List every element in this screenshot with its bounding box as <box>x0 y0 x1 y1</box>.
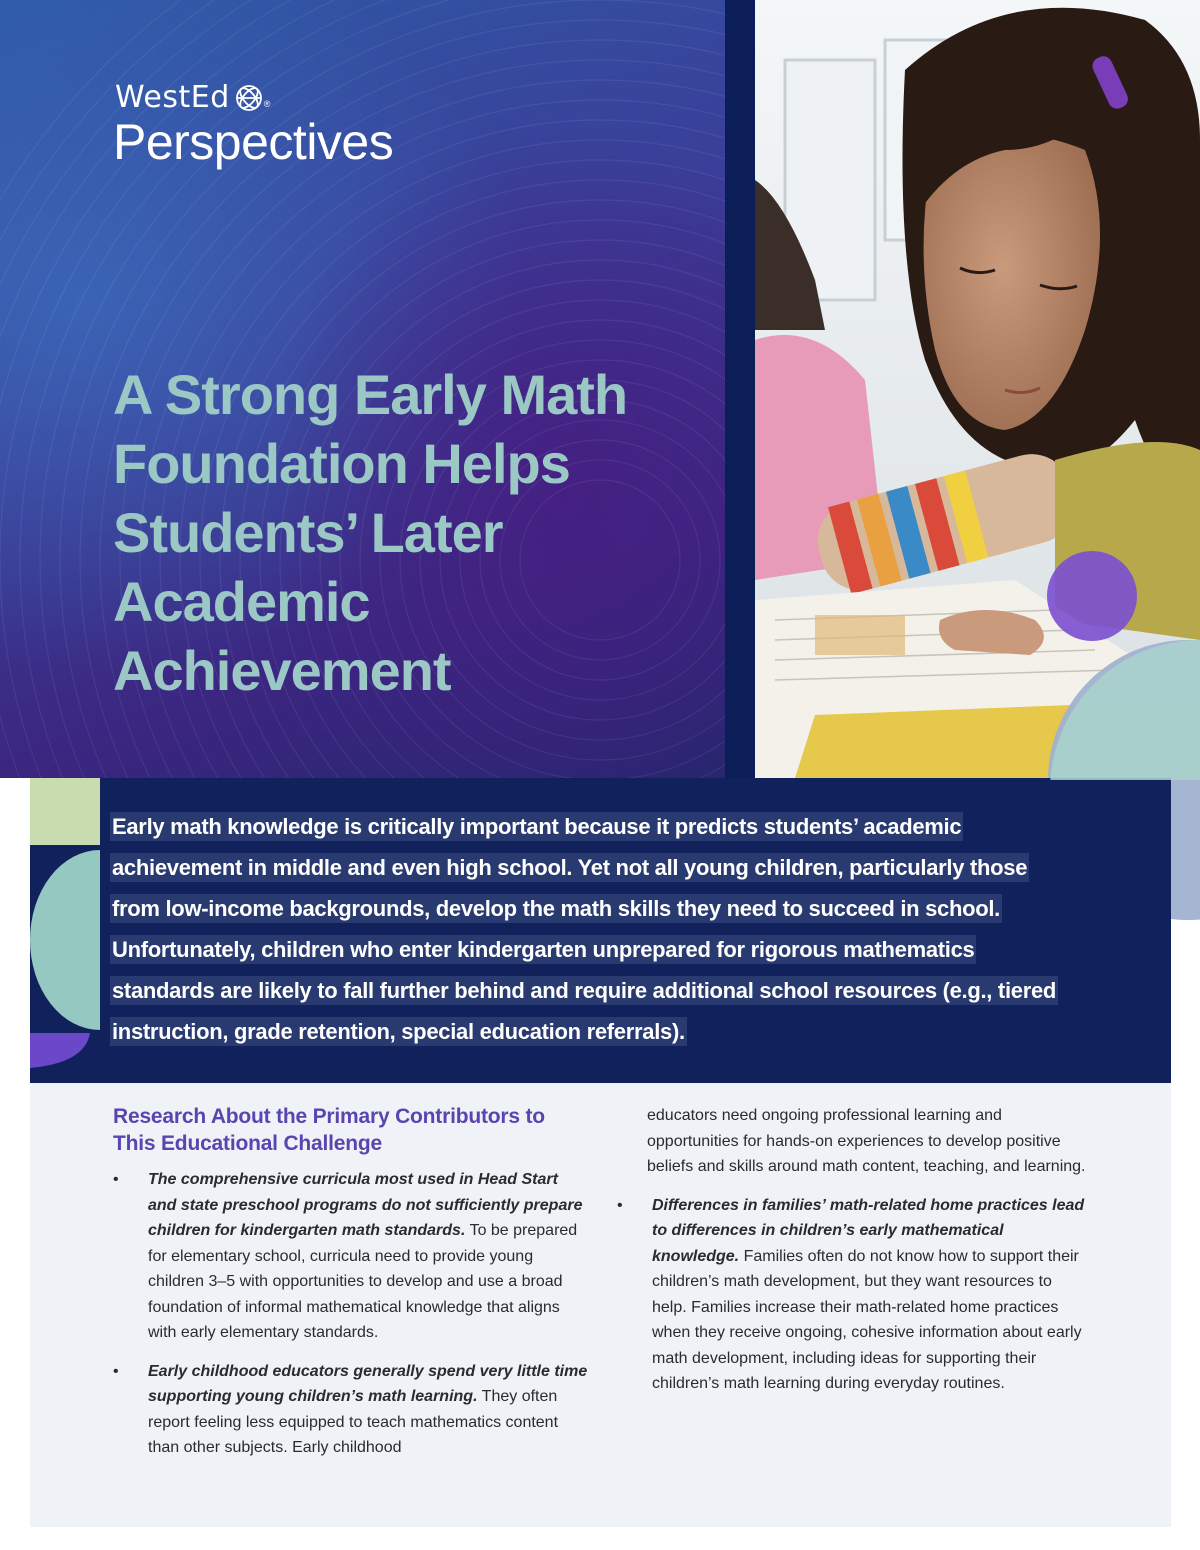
bullet-lead: The comprehensive curricula most used in Head Start and state preschool programs do not sufficiently prepare children for kindergarten math standards. <box>148 1171 583 1239</box>
bullet-body: Families often do not know how to support their children’s math development, but they want resources to help. Families increase their math-related home practices when they receive ongoing, cohesive information about early math development, including ideas for supporting their children’s math learning during everyday routines. <box>652 1247 1082 1392</box>
photo-divider <box>725 0 755 778</box>
bullet-marker: • <box>617 1196 623 1214</box>
bullet-marker: • <box>113 1362 119 1380</box>
section-heading: Research About the Primary Contributors to This Educational Challenge <box>113 1105 545 1155</box>
decorative-wedge <box>30 1033 90 1068</box>
registered-mark: ® <box>263 99 271 109</box>
series-name: Perspectives <box>113 114 394 170</box>
hero-banner <box>0 0 725 778</box>
bullet-body: They often report feeling less equipped to teach mathematics content than other subjects. Early childhood <box>148 1388 559 1456</box>
research-bullets <box>113 1167 588 1461</box>
decorative-half-circle <box>30 850 100 1030</box>
research-bullets-continued <box>617 1193 1087 1397</box>
brand-name: WestEd <box>115 80 230 115</box>
bullet-marker: • <box>113 1171 119 1188</box>
right-column <box>617 1103 1087 1410</box>
bullet-continuation: educators need ongoing professional learning and opportunities for hands-on experiences to develop positive beliefs and skills around math content, teaching, and learning. <box>647 1107 1086 1175</box>
intro-summary <box>110 806 1070 1052</box>
globe-icon <box>234 83 264 113</box>
page-title: A Strong Early Math Foundation Helps Students’ Later Academic Achievement <box>113 363 628 702</box>
bullet-lead: Differences in families’ math-related home practices lead to differences in children’s early mathematical knowledge. <box>652 1196 1085 1265</box>
bullet-body: To be prepared for elementary school, curricula need to provide young children 3–5 with opportunities to develop and use a broad foundation of informal mathematical knowledge that aligns with early elementary standards. <box>148 1222 578 1341</box>
left-column <box>113 1103 588 1474</box>
list-item <box>617 1193 1087 1397</box>
list-item <box>113 1359 588 1461</box>
decorative-purple-dot <box>1047 551 1137 641</box>
bullet-lead: Early childhood educators generally spend very little time supporting young children’s math learning. <box>148 1362 588 1405</box>
decorative-square <box>30 778 100 845</box>
intro-summary-text: Early math knowledge is critically important because it predicts students’ academic achievement in middle and even high school. Yet not all young children, particularly those from low-income backgrounds, develop the math skills they need to succeed in school. Unfortunately, children who enter kindergarten unprepared for rigorous mathematics standards are likely to fall further behind and require additional school resources (e.g., tiered instruction, grade retention, special education referrals). <box>112 814 1057 1044</box>
wested-logo <box>115 80 270 115</box>
list-item <box>113 1167 588 1346</box>
